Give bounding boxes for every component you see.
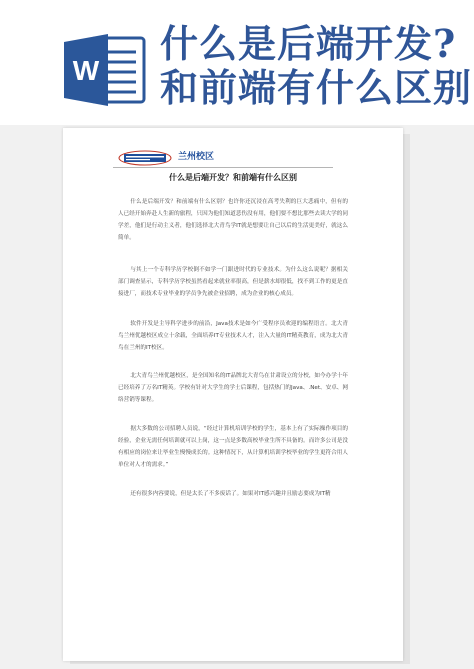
document-page xyxy=(63,128,403,661)
paragraph: 什么是后端开发？和前端有什么区别？也许你还沉浸在高考失利的巨大悲痛中，但有的人已经开始奔赴人生新的旅程，只因为他们知道悲伤没有用，他们要不想比那些去读大学的同学差，他们是行动主义者，他们选择北大青鸟学IT就是想要让自己以后的生活更美好，就这么简单。 xyxy=(118,199,348,241)
word-doc-icon xyxy=(62,32,148,108)
document-title: 什么是后端开发？和前端有什么区别 xyxy=(169,173,297,182)
svg-text:W: W xyxy=(72,55,100,86)
campus-label: 兰州校区 xyxy=(178,152,215,162)
banner xyxy=(0,0,474,125)
paragraph: 软件开发是主导科学进步的前沿，Java技术是如今广受程序员欢迎的编程语言。北大青鸟兰州优越校区成立十余载，全面培养IT专业技术人才，注入大量的IT精英教育，成为北大青鸟在兰州的IT校区。 xyxy=(118,321,348,351)
headline-line-1: 什么是后端开发? xyxy=(160,21,457,66)
paragraph: 北大青鸟兰州优越校区，是全国知名的IT品牌北大青鸟在甘肃设立的分校，如今办学十年已经培养了万名IT精英。学校有针对大学生的学士后课程，包括热门的Java、.Net、安卓、网络营销等课程。 xyxy=(118,373,348,403)
paragraph: 与其上一个专科学历学校倒不如学一门跟进时代的专业技术。为什么这么说呢？据相关部门调查显示，专科学历学校虽然看起来就业率很高，但是薪水却很低，找不到工作的更是直接进厂，而技术专业毕业的学员争先被企业招聘，成为企业的核心成员。 xyxy=(118,267,348,297)
header-rule xyxy=(113,167,333,168)
headline-line-2: 和前端有什么区别 xyxy=(160,65,473,110)
paragraph: 据大多数的公司招聘人员说，“经过计算机培训学校的学生，基本上有了实际操作项目的经验，企业无需任何培训就可以上岗，这一点是多数高校毕业生所不具备的。而许多公司是没有相应的岗位来让毕业生慢慢成长的。这种情况下，从计算机培训学校毕业的学生更符合用人单位对人才的需求。” xyxy=(118,426,348,468)
headline xyxy=(160,21,473,110)
paragraph: 还有很多内容要说，但是太长了不多废话了。如果对IT感兴趣并且励志要成为IT精 xyxy=(130,491,331,497)
accp-logo xyxy=(118,150,172,166)
